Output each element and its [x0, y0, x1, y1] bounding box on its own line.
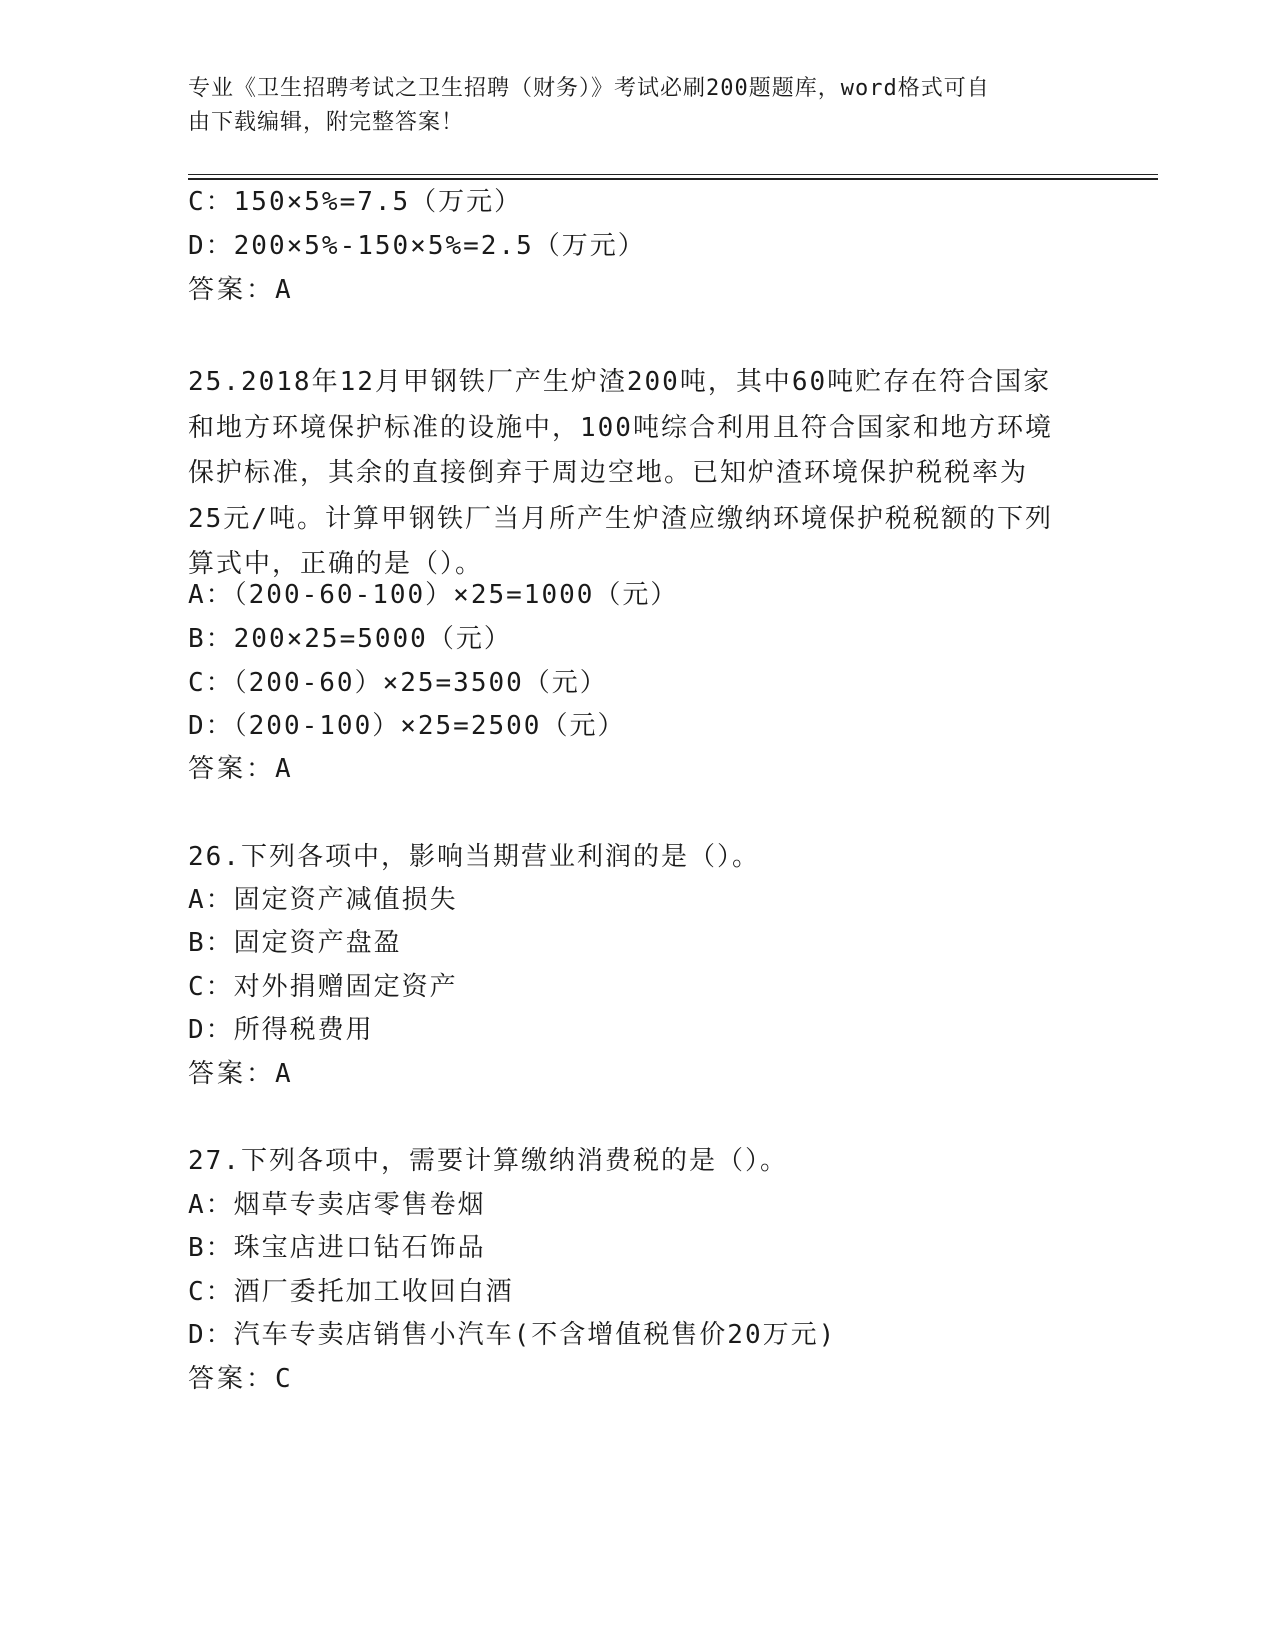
q26-option-b: B：固定资产盘盈	[188, 928, 402, 958]
q27-answer: 答案：C	[188, 1364, 294, 1394]
q25-stem-line: 算式中，正确的是（）。	[188, 549, 484, 579]
q25-stem-line: 和地方环境保护标准的设施中，100吨综合利用且符合国家和地方环境	[188, 412, 1053, 443]
q25-option-d: D：（200-100）×25=2500（元）	[188, 711, 626, 741]
q26-stem: 26.下列各项中，影响当期营业利润的是（）。	[188, 842, 760, 872]
q25-option-b: B：200×25=5000（元）	[188, 624, 512, 654]
header-divider-thick	[188, 178, 1158, 180]
q24-answer: 答案：A	[188, 275, 294, 305]
q25-option-c: C：（200-60）×25=3500（元）	[188, 668, 608, 698]
q27-option-c: C：酒厂委托加工收回白酒	[188, 1277, 514, 1307]
header-line-2: 由下载编辑，附完整答案！	[188, 110, 465, 135]
document-header	[188, 72, 1088, 140]
q26-answer: 答案：A	[188, 1059, 294, 1089]
q27-option-a: A：烟草专卖店零售卷烟	[188, 1190, 486, 1220]
q27-stem: 27.下列各项中，需要计算缴纳消费税的是（）。	[188, 1146, 788, 1176]
q27-option-d: D：汽车专卖店销售小汽车(不含增值税售价20万元)	[188, 1320, 837, 1350]
header-divider-thin	[188, 174, 1158, 175]
header-line-1: 专业《卫生招聘考试之卫生招聘（财务）》考试必刷200题题库，word格式可自	[188, 76, 990, 101]
q25-stem	[188, 360, 1088, 588]
q27-option-b: B：珠宝店进口钻石饰品	[188, 1233, 486, 1263]
q25-stem-line: 保护标准，其余的直接倒弃于周边空地。已知炉渣环境保护税税率为	[188, 458, 1029, 488]
q26-option-d: D：所得税费用	[188, 1015, 374, 1045]
q26-option-c: C：对外捐赠固定资产	[188, 972, 458, 1002]
q25-stem-line: 25.2018年12月甲钢铁厂产生炉渣200吨，其中60吨贮存在符合国家	[188, 367, 1052, 397]
q25-answer: 答案：A	[188, 754, 294, 784]
q24-option-d: D：200×5%-150×5%=2.5（万元）	[188, 231, 646, 261]
q25-stem-line: 25元/吨。计算甲钢铁厂当月所产生炉渣应缴纳环境保护税税额的下列	[188, 503, 1053, 534]
q24-option-c: C：150×5%=7.5（万元）	[188, 187, 523, 217]
q26-option-a: A：固定资产减值损失	[188, 885, 458, 915]
q25-option-a: A：（200-60-100）×25=1000（元）	[188, 580, 679, 610]
